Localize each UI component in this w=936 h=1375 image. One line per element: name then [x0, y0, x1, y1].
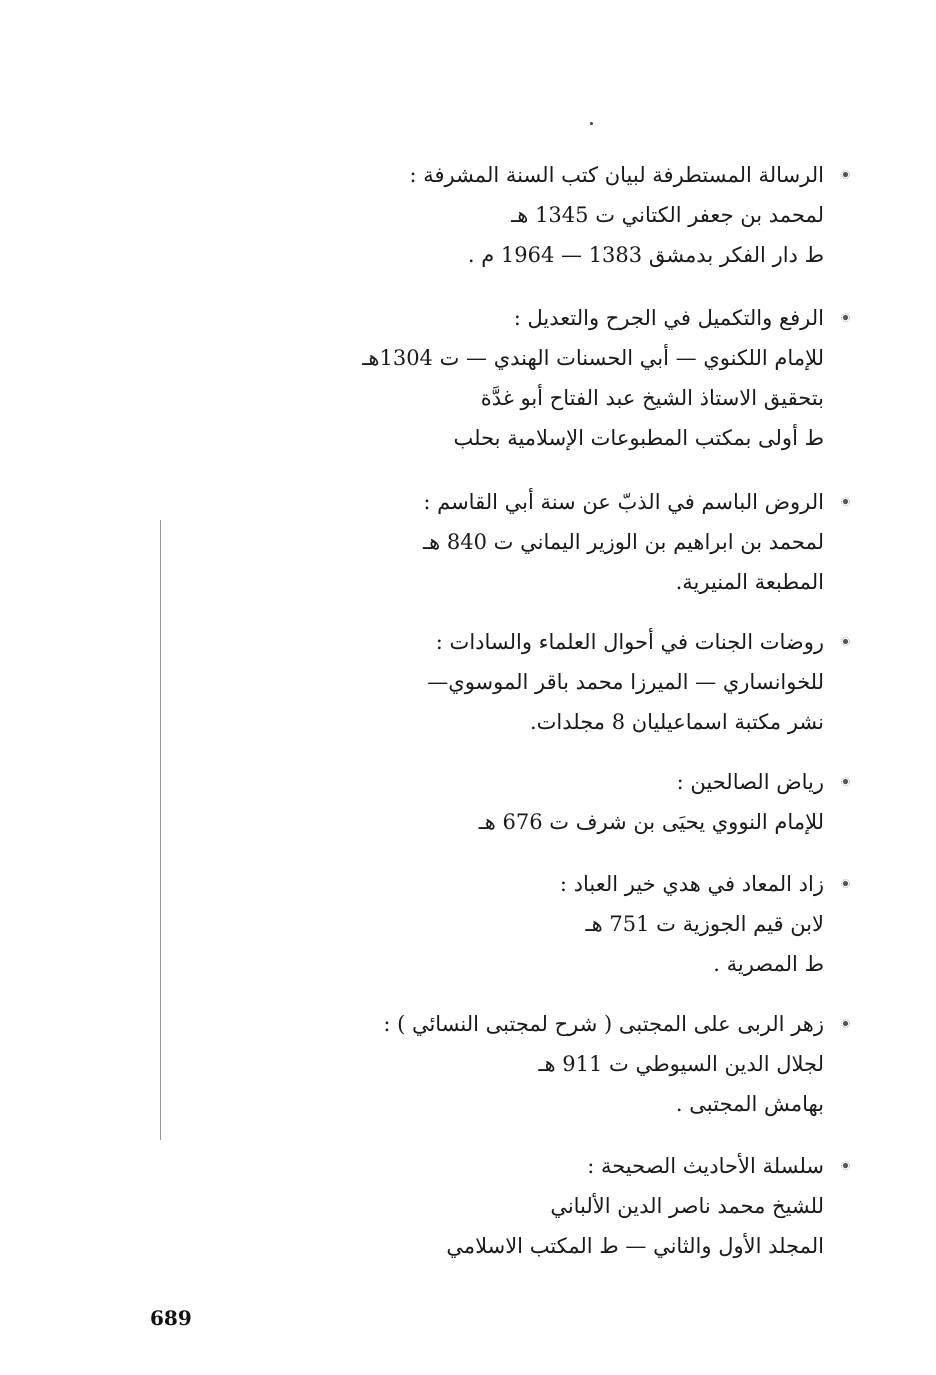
entry-edition: ط دار الفكر بدمشق 1383 — 1964 م . [467, 243, 824, 267]
bibliography-entry [423, 482, 824, 602]
entry-author: لجلال الدين السيوطي ت 911 هـ [538, 1052, 824, 1076]
entry-title: روضات الجنات في أحوال العلماء والسادات : [435, 630, 824, 654]
entry-author: للخوانساري — الميرزا محمد باقر الموسوي— [427, 670, 824, 694]
bibliography-entry [383, 1004, 824, 1124]
ink-speck [590, 122, 593, 125]
bibliography-entry [362, 298, 824, 458]
entry-title: زهر الربى على المجتبى ( شرح لمجتبى النسائي ) : [383, 1012, 824, 1036]
bibliography-entry [446, 1146, 824, 1266]
entry-title: زاد المعاد في هدي خير العباد : [559, 872, 824, 896]
entry-author: للإمام النووي يحيَى بن شرف ت 676 هـ [478, 810, 824, 834]
entry-edition: المجلد الأول والثاني — ط المكتب الاسلامي [446, 1234, 824, 1258]
page-number: 689 [150, 1306, 192, 1330]
entry-title: الرفع والتكميل في الجرح والتعديل : [513, 306, 824, 330]
entry-edition: المطبعة المنيرية. [675, 570, 824, 594]
entry-editor: بتحقيق الاستاذ الشيخ عبد الفتاح أبو غدَّة [480, 386, 824, 410]
entry-edition: نشر مكتبة اسماعيليان 8 مجلدات. [529, 710, 824, 734]
bullet-icon [841, 170, 850, 179]
entry-title: الرسالة المستطرفة لبيان كتب السنة المشرفة : [409, 163, 824, 187]
entry-title: رياض الصالحين : [676, 770, 824, 794]
bullet-icon [841, 1019, 850, 1028]
bullet-icon [841, 1161, 850, 1170]
bullet-icon [841, 313, 850, 322]
bibliography-entry [560, 864, 824, 984]
bullet-icon [841, 637, 850, 646]
entry-author: لابن قيم الجوزية ت 751 هـ [585, 912, 824, 936]
bullet-icon [841, 497, 850, 506]
entry-author: للشيخ محمد ناصر الدين الألباني [550, 1194, 824, 1218]
entry-edition: ط أولى بمكتب المطبوعات الإسلامية بحلب [453, 426, 824, 450]
entry-title: الروض الباسم في الذبّ عن سنة أبي القاسم : [423, 490, 824, 514]
bibliography-entry [409, 155, 824, 275]
bullet-icon [841, 879, 850, 888]
entry-author: للإمام اللكنوي — أبي الحسنات الهندي — ت 1304هـ [362, 346, 824, 370]
entry-author: لمحمد بن ابراهيم بن الوزير اليماني ت 840 هـ [422, 530, 824, 554]
entry-edition: ط المصرية . [713, 952, 824, 976]
bibliography-entry [479, 762, 824, 842]
entry-title: سلسلة الأحاديث الصحيحة : [587, 1154, 824, 1178]
entry-edition: بهامش المجتبى . [675, 1092, 824, 1116]
bibliography-entry [427, 622, 824, 742]
margin-rule [160, 520, 161, 1140]
bullet-icon [841, 777, 850, 786]
entry-author: لمحمد بن جعفر الكتاني ت 1345 هـ [511, 203, 824, 227]
